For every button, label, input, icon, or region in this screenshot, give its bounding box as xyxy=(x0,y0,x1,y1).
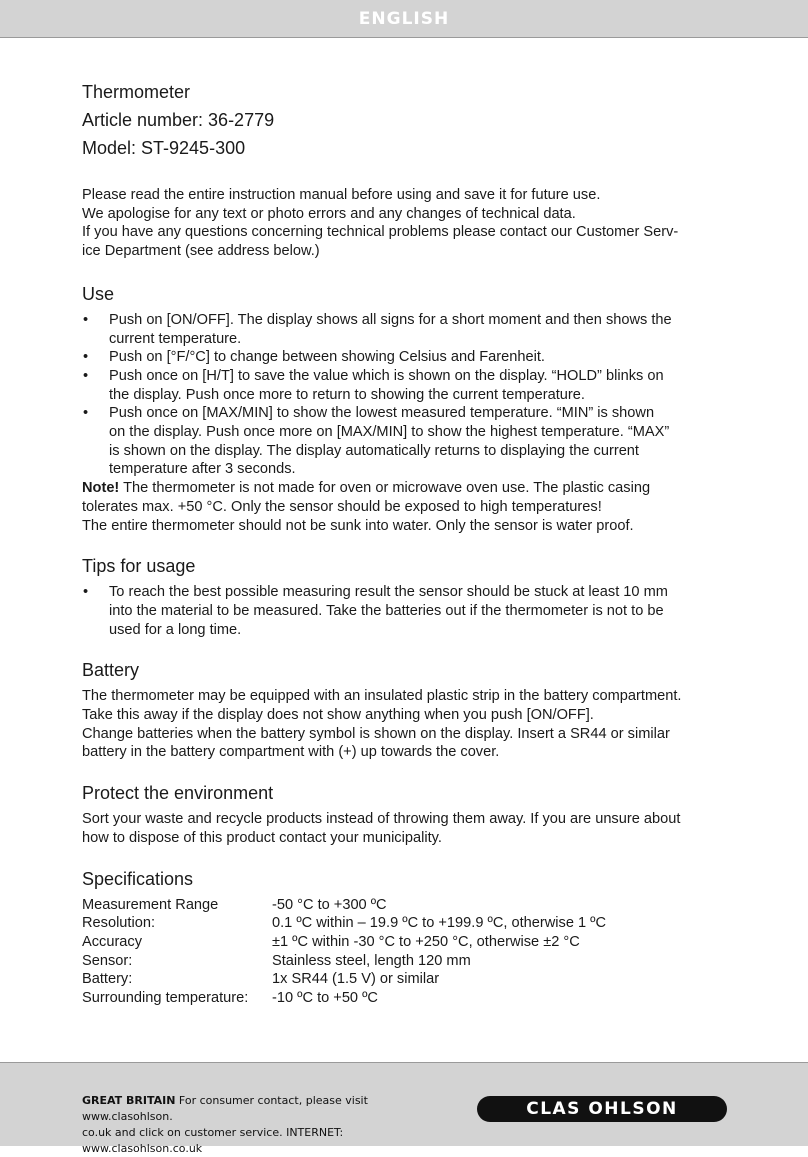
spec-value: 0.1 ºC within – 19.9 ºC to +199.9 ºC, otherwise 1 ºC xyxy=(272,915,607,932)
tips-section xyxy=(82,555,730,639)
battery-heading: Battery xyxy=(82,660,140,681)
spec-value: Stainless steel, length 120 mm xyxy=(272,952,471,969)
battery-line: The thermometer may be equipped with an insulated plastic strip in the battery compartment. xyxy=(82,688,682,705)
product-title: Thermometer xyxy=(82,82,191,102)
bullet-line: Push on [ON/OFF]. The display shows all signs for a short moment and then shows the xyxy=(109,311,672,328)
spec-value: -50 °C to +300 ºC xyxy=(272,896,387,913)
battery-line: Take this away if the display does not show anything when you push [ON/OFF]. xyxy=(82,707,594,724)
table-row xyxy=(82,914,606,933)
bullet-line: Push on [°F/°C] to change between showing Celsius and Farenheit. xyxy=(109,349,545,366)
intro-line: We apologise for any text or photo errors and any changes of technical data. xyxy=(82,205,576,222)
bullet-line: is shown on the display. The display automatically returns to displaying the current xyxy=(109,442,639,459)
bullet-line: Push once on [H/T] to save the value which is shown on the display. “HOLD” blinks on xyxy=(109,367,664,384)
table-row xyxy=(82,989,606,1008)
table-row xyxy=(82,970,606,989)
list-item xyxy=(82,367,730,404)
list-item xyxy=(82,311,730,348)
battery-section xyxy=(82,659,730,762)
table-row xyxy=(82,952,606,971)
language-label: ENGLISH xyxy=(358,9,450,29)
specs-section xyxy=(82,868,730,1008)
list-item xyxy=(82,583,730,639)
spec-key: Sensor: xyxy=(82,952,133,969)
bullet-icon: • xyxy=(83,367,89,384)
intro-line: Please read the entire instruction manual before using and save it for future use. xyxy=(82,187,601,203)
tips-heading: Tips for usage xyxy=(82,556,196,577)
consumer-contact-text xyxy=(82,1093,462,1157)
bullet-icon: • xyxy=(83,311,89,328)
bullet-icon: • xyxy=(83,584,89,601)
bullet-icon: • xyxy=(83,349,89,366)
environment-heading: Protect the environment xyxy=(82,783,274,804)
intro-paragraph xyxy=(82,186,730,261)
use-heading: Use xyxy=(82,283,115,304)
spec-key: Measurement Range xyxy=(82,896,219,913)
intro-line: If you have any questions concerning technical problems please contact our Customer Serv- xyxy=(82,224,679,241)
clas-ohlson-logo: CLAS OHLSON xyxy=(477,1096,727,1122)
list-item xyxy=(82,348,730,367)
model-number: Model: ST-9245-300 xyxy=(82,138,246,158)
battery-line: Change batteries when the battery symbol is shown on the display. Insert a SR44 or similar xyxy=(82,725,670,742)
contact-line: co.uk and click on customer service. INTERNET: www.clasohlson.co.uk xyxy=(82,1126,344,1155)
battery-paragraph xyxy=(82,687,730,762)
tips-bullet-list xyxy=(82,583,730,639)
bullet-line: the display. Push once more to return to showing the current temperature. xyxy=(109,386,585,403)
specs-table xyxy=(82,896,606,1008)
note-line: The entire thermometer should not be sunk into water. Only the sensor is water proof. xyxy=(82,517,634,534)
spec-key: Resolution: xyxy=(82,915,156,932)
bullet-line: To reach the best possible measuring result the sensor should be stuck at least 10 mm xyxy=(109,584,668,601)
manual-content xyxy=(82,78,730,1028)
spec-key: Surrounding temperature: xyxy=(82,990,249,1007)
footer-band xyxy=(0,1062,808,1155)
intro-line: ice Department (see address below.) xyxy=(82,243,320,260)
spec-key: Accuracy xyxy=(82,933,143,950)
bullet-icon: • xyxy=(83,405,89,422)
spec-value: ±1 ºC within -30 °C to +250 °C, otherwise ±2 °C xyxy=(272,933,580,950)
use-section xyxy=(82,283,730,535)
contact-line: For consumer contact, please visit www.clasohlson. xyxy=(82,1094,368,1123)
title-block xyxy=(82,78,730,162)
environment-line: Sort your waste and recycle products instead of throwing them away. If you are unsure about xyxy=(82,811,681,828)
spec-key: Battery: xyxy=(82,971,133,988)
bullet-line: Push once on [MAX/MIN] to show the lowest measured temperature. “MIN” is shown xyxy=(109,405,655,422)
bullet-line: temperature after 3 seconds. xyxy=(109,461,296,478)
country-label: GREAT BRITAIN xyxy=(82,1094,176,1107)
bullet-line: current temperature. xyxy=(109,330,242,347)
header-band xyxy=(0,0,808,38)
spec-value: 1x SR44 (1.5 V) or similar xyxy=(272,971,440,988)
table-row xyxy=(82,933,606,952)
note-paragraph xyxy=(82,479,730,535)
note-label: Note! xyxy=(82,480,120,497)
environment-paragraph xyxy=(82,810,730,847)
spec-value: -10 ºC to +50 ºC xyxy=(272,990,378,1007)
table-row xyxy=(82,896,606,915)
article-number: Article number: 36-2779 xyxy=(82,110,275,130)
environment-line: how to dispose of this product contact your municipality. xyxy=(82,829,442,846)
bullet-line: used for a long time. xyxy=(109,621,242,638)
battery-line: battery in the battery compartment with (+) up towards the cover. xyxy=(82,744,500,761)
bullet-line: into the material to be measured. Take the batteries out if the thermometer is not to be xyxy=(109,602,664,619)
bullet-line: on the display. Push once more on [MAX/MIN] to show the highest temperature. “MAX” xyxy=(109,424,670,441)
use-bullet-list xyxy=(82,311,730,479)
list-item xyxy=(82,404,730,479)
specs-heading: Specifications xyxy=(82,868,194,889)
note-line: The thermometer is not made for oven or microwave oven use. The plastic casing xyxy=(119,480,651,497)
note-line: tolerates max. +50 °C. Only the sensor should be exposed to high temperatures! xyxy=(82,498,602,515)
environment-section xyxy=(82,782,730,847)
